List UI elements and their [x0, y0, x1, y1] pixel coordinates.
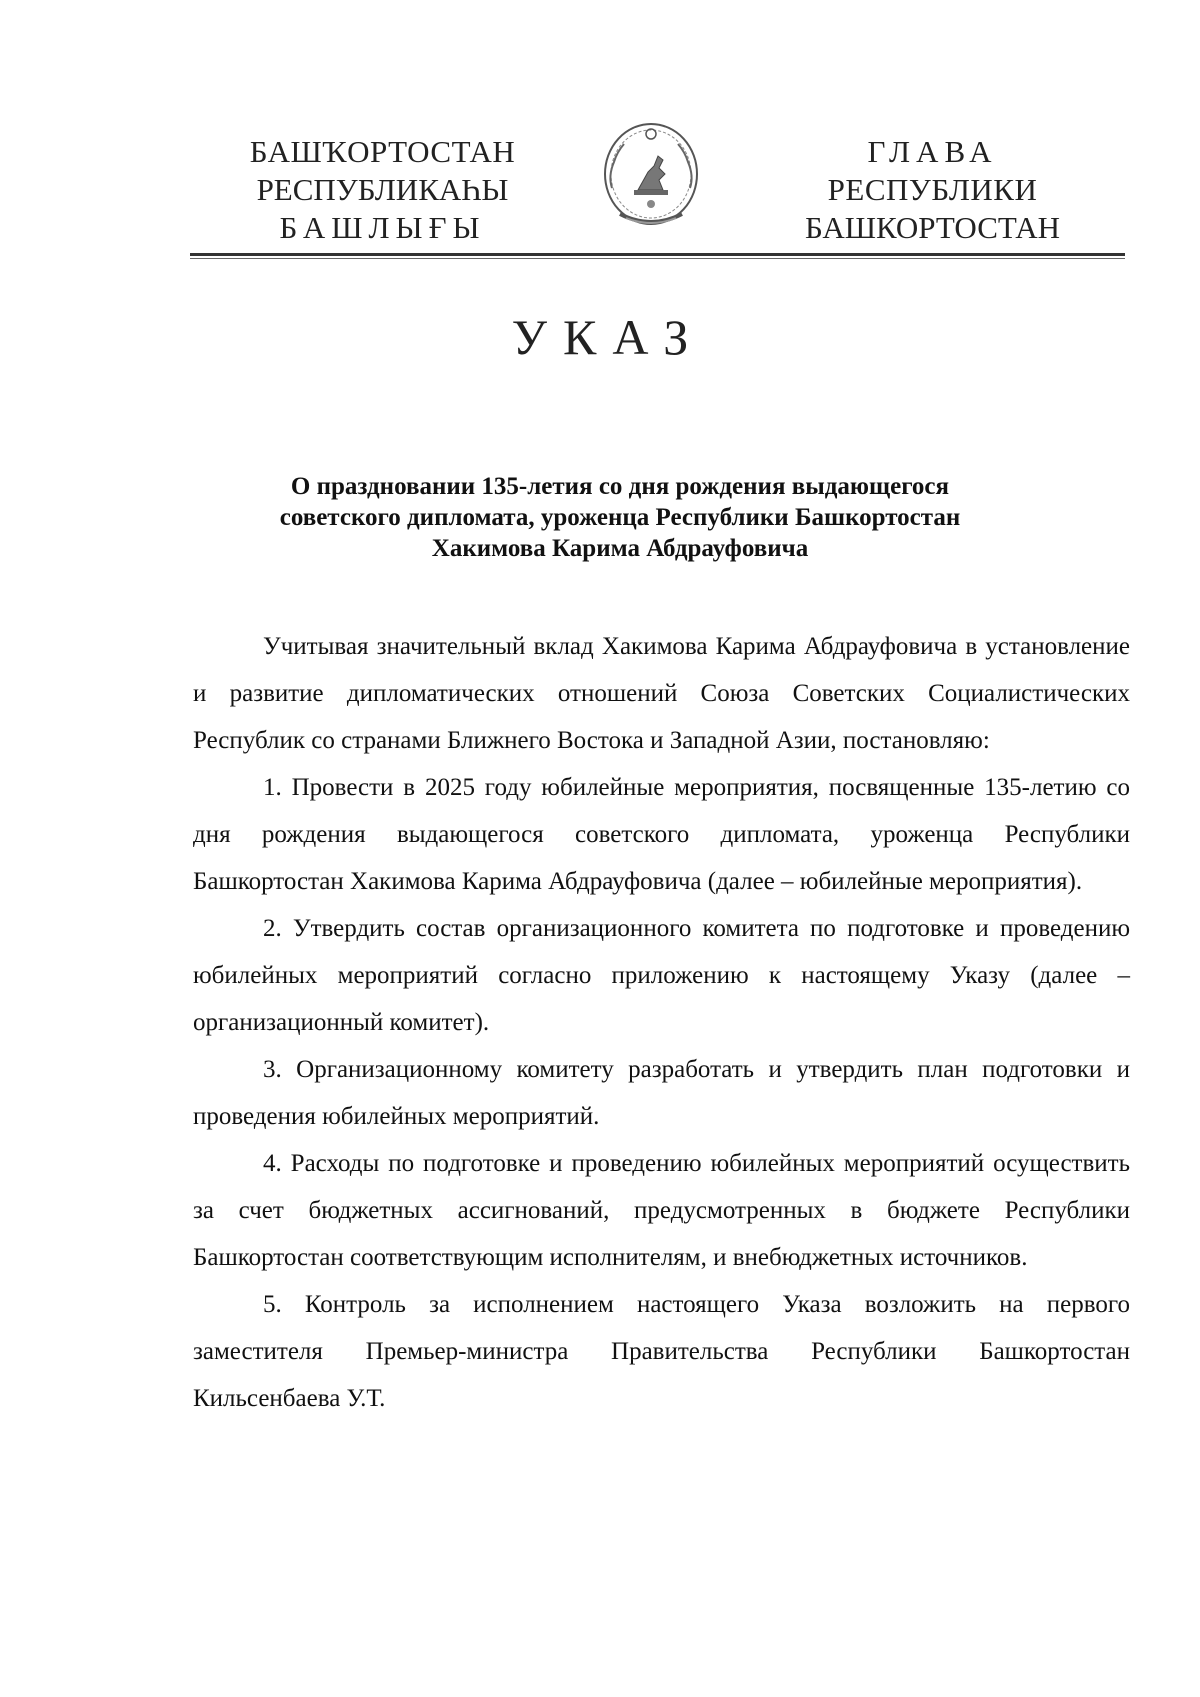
clause-paragraph: 1. Провести в 2025 году юбилейные мероприятия, посвященные 135-летию со дня рождения выдающегося советского дипломата, уроженца Республики Башкортостан Хакимова Карима Абдрауфовича (далее – юбилейные мероприятия).: [193, 774, 1130, 895]
document-body: [193, 623, 1130, 1422]
header-left-line: БАШЛЫҒЫ: [279, 210, 486, 245]
subject-line: О праздновании 135-летия со дня рождения выдающегося: [290, 473, 950, 500]
coat-of-arms-icon: [600, 118, 702, 234]
header-left-line: РЕСПУБЛИКАҺЫ: [256, 172, 509, 207]
header-left-line: БАШҠОРТОСТАН: [249, 134, 516, 169]
preamble-paragraph: Учитывая значительный вклад Хакимова Карима Абдрауфовича в установление и развитие дипломатических отношений Союза Советских Социалистических Республик со странами Ближнего Востока и Западной Азии, постановляю:: [193, 633, 1130, 754]
header-right-line: РЕСПУБЛИКИ: [827, 172, 1038, 207]
document-title: УКАЗ: [511, 309, 705, 365]
subject-line: Хакимова Карима Абдрауфовича: [431, 535, 809, 562]
header-divider: [190, 253, 1125, 256]
clause-paragraph: 2. Утвердить состав организационного комитета по подготовке и проведению юбилейных мероприятий согласно приложению к настоящему Указу (далее – организационный комитет).: [193, 915, 1130, 1036]
subject-line: советского дипломата, уроженца Республики Башкортостан: [279, 504, 961, 531]
header-right-line: ГЛАВА: [867, 134, 998, 169]
clause-paragraph: 3. Организационному комитету разработать и утвердить план подготовки и проведения юбилейных мероприятий.: [193, 1056, 1130, 1130]
document-subject: [200, 471, 1040, 564]
header-russian-title: [790, 133, 1075, 247]
clause-paragraph: 5. Контроль за исполнением настоящего Указа возложить на первого заместителя Премьер-министра Правительства Республики Башкортостан Кильсенбаева У.Т.: [193, 1291, 1130, 1412]
clause-paragraph: 4. Расходы по подготовке и проведению юбилейных мероприятий осуществить за счет бюджетных ассигнований, предусмотренных в бюджете Республики Башкортостан соответствующим исполнителям, и внебюджетных источников.: [193, 1150, 1130, 1271]
header-divider: [190, 258, 1125, 259]
header-right-line: БАШКОРТОСТАН: [804, 210, 1061, 245]
header-bashkir-title: [240, 133, 525, 247]
